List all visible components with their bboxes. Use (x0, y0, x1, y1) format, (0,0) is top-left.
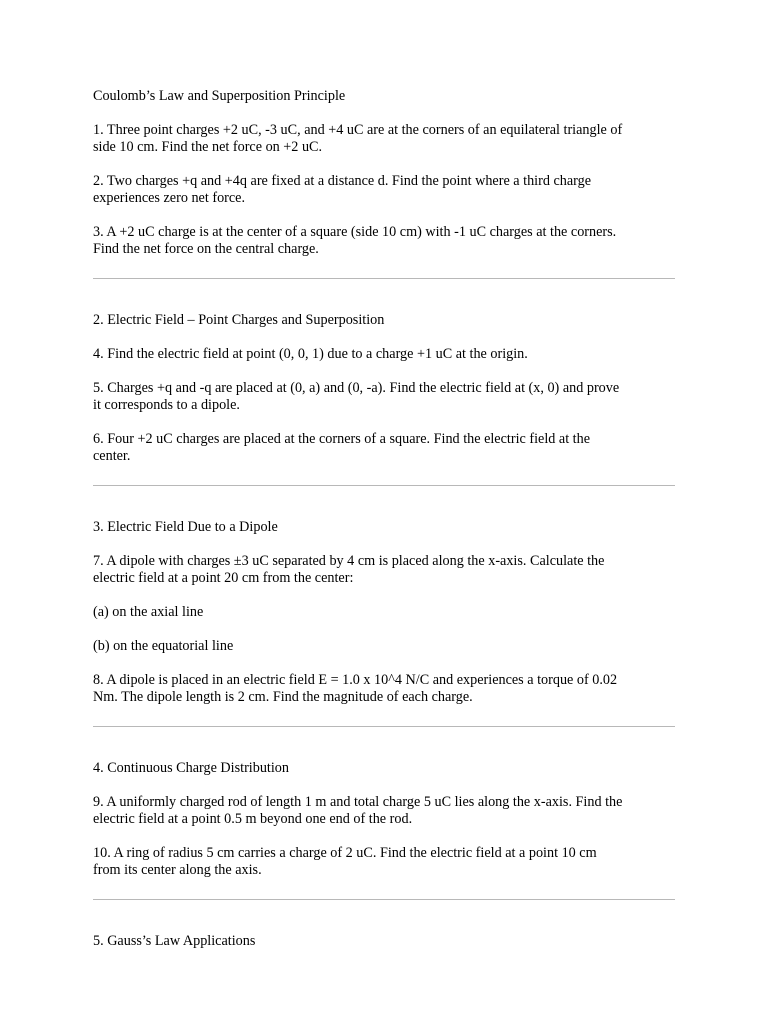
problem-line: side 10 cm. Find the net force on +2 uC. (93, 139, 323, 155)
problem-line: electric field at a point 0.5 m beyond one end of the rod. (93, 811, 413, 827)
section-heading: 3. Electric Field Due to a Dipole (93, 519, 278, 535)
problem-line: Find the net force on the central charge. (93, 241, 319, 257)
section-heading: 4. Continuous Charge Distribution (93, 760, 289, 776)
section-heading: Coulomb’s Law and Superposition Principle (93, 88, 346, 104)
problem-item (93, 672, 675, 706)
problem-line: electric field at a point 20 cm from the center: (93, 570, 354, 586)
problem-item (93, 638, 675, 655)
problem-line: from its center along the axis. (93, 862, 262, 878)
problem-item (93, 794, 675, 828)
section-heading: 2. Electric Field – Point Charges and Superposition (93, 312, 385, 328)
problem-line: 3. A +2 uC charge is at the center of a square (side 10 cm) with -1 uC charges at the corners. (93, 224, 617, 240)
problem-line: it corresponds to a dipole. (93, 397, 240, 413)
problem-line: center. (93, 448, 131, 464)
problem-item (93, 431, 675, 465)
problem-line: Nm. The dipole length is 2 cm. Find the magnitude of each charge. (93, 689, 473, 705)
problem-line: 6. Four +2 uC charges are placed at the corners of a square. Find the electric field at the (93, 431, 591, 447)
problem-line: 9. A uniformly charged rod of length 1 m and total charge 5 uC lies along the x-axis. Find the (93, 794, 623, 810)
problem-item (93, 380, 675, 414)
problem-line: 1. Three point charges +2 uC, -3 uC, and +4 uC are at the corners of an equilateral triangle of (93, 122, 623, 138)
problem-line: 8. A dipole is placed in an electric field E = 1.0 x 10^4 N/C and experiences a torque of 0.02 (93, 672, 618, 688)
problem-line: 10. A ring of radius 5 cm carries a charge of 2 uC. Find the electric field at a point 10 cm (93, 845, 597, 861)
section-heading: 5. Gauss’s Law Applications (93, 933, 256, 949)
document-page (93, 88, 675, 950)
problem-item (93, 173, 675, 207)
problem-item (93, 604, 675, 621)
problem-item (93, 346, 675, 363)
problem-item (93, 122, 675, 156)
problem-line: 5. Charges +q and -q are placed at (0, a) and (0, -a). Find the electric field at (x, 0) and prove (93, 380, 620, 396)
problem-line: (b) on the equatorial line (93, 638, 234, 654)
problem-line: 2. Two charges +q and +4q are fixed at a distance d. Find the point where a third charge (93, 173, 592, 189)
problem-line: experiences zero net force. (93, 190, 246, 206)
problem-line: 7. A dipole with charges ±3 uC separated by 4 cm is placed along the x-axis. Calculate the (93, 553, 605, 569)
problem-item (93, 224, 675, 258)
problem-line: 4. Find the electric field at point (0, 0, 1) due to a charge +1 uC at the origin. (93, 346, 528, 362)
problem-item (93, 845, 675, 879)
problem-item (93, 553, 675, 587)
problem-line: (a) on the axial line (93, 604, 204, 620)
